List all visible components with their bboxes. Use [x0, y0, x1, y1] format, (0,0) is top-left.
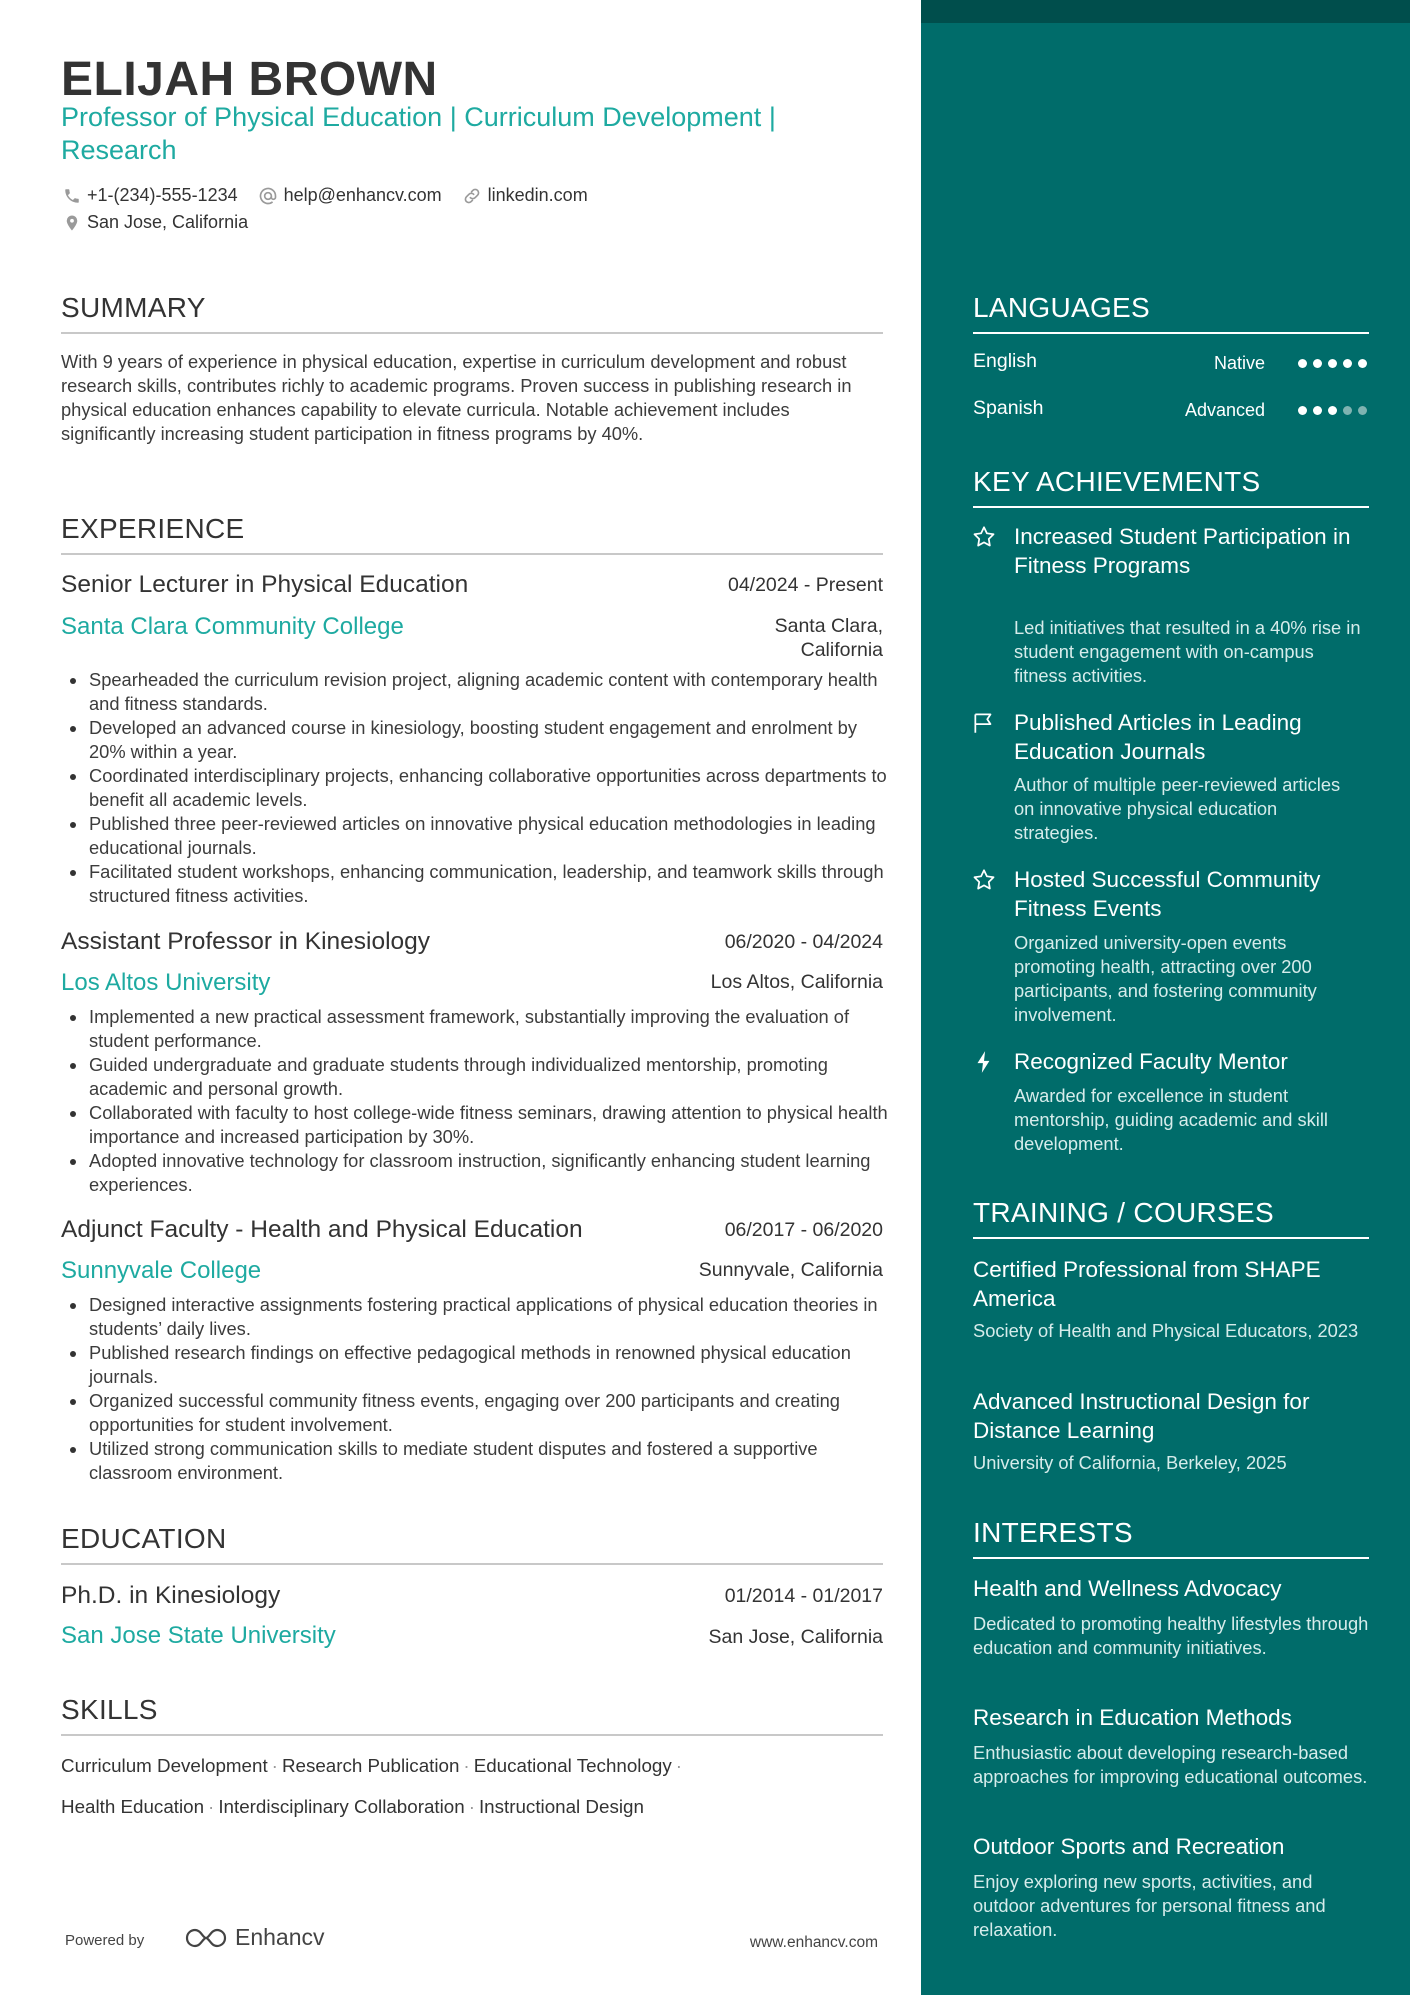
contact-location [63, 212, 268, 233]
skill-separator: · [675, 1755, 682, 1776]
interest-desc: Dedicated to promoting healthy lifestyles through education and community initiatives. [973, 1613, 1369, 1658]
achievement-desc: Organized university-open events promoting health, attracting over 200 participants, and fostering community involvement. [1014, 932, 1317, 1025]
course-title: Advanced Instructional Design for Distance Learning [973, 1389, 1310, 1443]
bullet-item: Adopted innovative technology for classroom instruction, significantly enhancing student learning experiences. [89, 1149, 889, 1197]
company-name[interactable]: Los Altos University [61, 969, 271, 996]
proficiency-dot-empty [1343, 406, 1352, 415]
skill-separator: · [271, 1755, 278, 1776]
bullet-item: Developed an advanced course in kinesiology, boosting student engagement and enrolment by 20% within a year. [89, 716, 889, 764]
education-location: San Jose, California [708, 1626, 883, 1648]
proficiency-dot-filled [1313, 406, 1322, 415]
skill-separator: · [463, 1755, 470, 1776]
enhancv-logo-icon [183, 1926, 229, 1950]
bullet-item: Facilitated student workshops, enhancing communication, leadership, and teamwork skills through structured fitness activities. [89, 860, 889, 908]
skill-tag: Health Education [61, 1796, 205, 1817]
language-name: English [973, 350, 1037, 372]
bullet-item: Organized successful community fitness events, engaging over 200 participants and creating opportunities for student involvement. [89, 1389, 889, 1437]
job-location: Santa Clara, California [774, 615, 883, 661]
proficiency-dot-filled [1298, 359, 1307, 368]
education-dates: 01/2014 - 01/2017 [724, 1585, 883, 1607]
interests-heading: INTERESTS [973, 1517, 1369, 1559]
skill-tag: Research Publication [281, 1755, 460, 1776]
achievement-title: Recognized Faculty Mentor [1014, 1049, 1288, 1074]
email-text: help@enhancv.com [283, 185, 442, 205]
interest-title: Research in Education Methods [973, 1705, 1292, 1730]
proficiency-dot-filled [1313, 359, 1322, 368]
bullet-item: Designed interactive assignments fostering practical applications of physical education theories in students’ daily lives. [89, 1293, 889, 1341]
bullet-item: Utilized strong communication skills to mediate student disputes and fostered a supportive classroom environment. [89, 1437, 889, 1485]
bullet-item: Published research findings on effective pedagogical methods in renowned physical education journals. [89, 1341, 889, 1389]
footer-url[interactable]: www.enhancv.com [749, 1934, 878, 1951]
skills-line-1 [61, 1755, 883, 1777]
achievement-desc: Awarded for excellence in student mentorship, guiding academic and skill development. [1014, 1085, 1328, 1154]
proficiency-dot-filled [1298, 406, 1307, 415]
skills-heading: SKILLS [61, 1694, 883, 1736]
language-proficiency-dots [1292, 359, 1367, 368]
star-icon [971, 524, 997, 550]
job-dates: 04/2024 - Present [727, 574, 883, 596]
course-desc: University of California, Berkeley, 2025 [973, 1452, 1287, 1473]
phone-text: +1-(234)-555-1234 [87, 185, 238, 205]
bolt-icon [971, 1049, 997, 1075]
job-bullets [89, 1293, 889, 1485]
location-pin-icon [63, 213, 81, 233]
school-name[interactable]: San Jose State University [61, 1622, 336, 1649]
interest-desc: Enjoy exploring new sports, activities, and outdoor adventures for personal fitness and relaxation. [973, 1871, 1326, 1940]
achievement-desc: Author of multiple peer-reviewed articles on innovative physical education strategies. [1014, 774, 1341, 843]
training-heading: TRAINING / COURSES [973, 1197, 1369, 1239]
contact-phone[interactable] [63, 185, 238, 206]
achievements-heading: KEY ACHIEVEMENTS [973, 466, 1369, 508]
language-level: Advanced [1184, 400, 1265, 420]
proficiency-dot-filled [1343, 359, 1352, 368]
achievement-title: Published Articles in Leading Education Journals [1014, 710, 1302, 764]
bullet-item: Collaborated with faculty to host college-wide fitness seminars, drawing attention to physical health importance and increased participation by 30%. [89, 1102, 888, 1147]
job-title: Senior Lecturer in Physical Education [61, 571, 469, 598]
proficiency-dot-filled [1328, 406, 1337, 415]
linkedin-text: linkedin.com [487, 185, 588, 205]
phone-icon [63, 187, 81, 205]
job-title: Assistant Professor in Kinesiology [61, 928, 431, 955]
language-row-english [973, 350, 1369, 376]
skill-separator: · [208, 1796, 215, 1817]
job-title: Adjunct Faculty - Health and Physical Education [61, 1216, 583, 1243]
location-item [63, 212, 248, 233]
job-location: Sunnyvale, California [698, 1259, 883, 1281]
proficiency-dot-filled [1358, 359, 1367, 368]
degree-title: Ph.D. in Kinesiology [61, 1582, 281, 1609]
flag-icon [971, 710, 997, 736]
language-row-spanish [973, 397, 1369, 423]
candidate-title: Professor of Physical Education | Curriculum Development | Research [61, 102, 776, 165]
bullet-item: Guided undergraduate and graduate students through individualized mentorship, promoting academic and personal growth. [89, 1053, 889, 1101]
enhancv-logo[interactable] [183, 1924, 325, 1951]
interest-title: Outdoor Sports and Recreation [973, 1834, 1285, 1859]
bullet-item: Published three peer-reviewed articles on innovative physical education methodologies in leading educational journals. [89, 812, 889, 860]
bullet-item: Coordinated interdisciplinary projects, enhancing collaborative opportunities across departments to benefit all academic levels. [89, 764, 889, 812]
experience-heading: EXPERIENCE [61, 513, 883, 555]
sidebar [921, 0, 1410, 1995]
job-dates: 06/2020 - 04/2024 [724, 931, 883, 953]
languages-heading: LANGUAGES [973, 292, 1369, 334]
sidebar-top-bar [921, 0, 1410, 23]
job-location: Los Altos, California [710, 971, 883, 993]
enhancv-logo-text: Enhancv [235, 1924, 325, 1950]
job-dates: 06/2017 - 06/2020 [724, 1219, 883, 1241]
bullet-item: Implemented a new practical assessment framework, substantially improving the evaluation of student performance. [89, 1005, 889, 1053]
job-bullets [89, 1005, 889, 1197]
job-bullets [89, 668, 889, 908]
powered-by-label: Powered by [65, 1932, 145, 1949]
skill-tag: Interdisciplinary Collaboration [218, 1796, 465, 1817]
company-name[interactable]: Sunnyvale College [61, 1257, 262, 1284]
achievement-desc: Led initiatives that resulted in a 40% rise in student engagement with on-campus fitness activities. [1014, 617, 1361, 686]
course-desc: Society of Health and Physical Educators, 2023 [973, 1320, 1359, 1341]
language-name: Spanish [973, 397, 1044, 419]
link-icon [462, 186, 482, 206]
summary-text: With 9 years of experience in physical education, expertise in curriculum development and robust research skills, contributes richly to academic programs. Proven success in publishing research in physical education enhances capability to elevate curricula. Notable achievement includes significantly increasing student participation in fitness programs by 40%. [61, 351, 852, 444]
proficiency-dot-empty [1358, 406, 1367, 415]
location-text: San Jose, California [87, 212, 249, 232]
summary-heading: SUMMARY [61, 292, 883, 334]
interest-desc: Enthusiastic about developing research-based approaches for improving educational outcomes. [973, 1742, 1368, 1787]
company-name[interactable]: Santa Clara Community College [61, 613, 404, 640]
contact-email[interactable] [258, 185, 442, 206]
contact-row [63, 185, 608, 206]
skill-tag: Educational Technology [473, 1755, 672, 1776]
at-icon [258, 186, 278, 206]
achievement-title: Increased Student Participation in Fitness Programs [1014, 524, 1351, 578]
skill-separator: · [468, 1796, 475, 1817]
achievement-title: Hosted Successful Community Fitness Events [1014, 867, 1321, 921]
bullet-item: Spearheaded the curriculum revision project, aligning academic content with contemporary health and fitness standards. [89, 668, 889, 716]
language-proficiency-dots [1292, 406, 1367, 415]
course-title: Certified Professional from SHAPE America [973, 1257, 1321, 1311]
proficiency-dot-filled [1328, 359, 1337, 368]
interest-title: Health and Wellness Advocacy [973, 1576, 1282, 1601]
skill-tag: Instructional Design [478, 1796, 644, 1817]
contact-linkedin[interactable] [462, 185, 588, 206]
language-level: Native [1213, 353, 1265, 373]
skill-tag: Curriculum Development [61, 1755, 268, 1776]
star-icon [971, 867, 997, 893]
candidate-name: ELIJAH BROWN [61, 53, 438, 106]
education-heading: EDUCATION [61, 1523, 883, 1565]
skills-line-2 [61, 1796, 883, 1818]
